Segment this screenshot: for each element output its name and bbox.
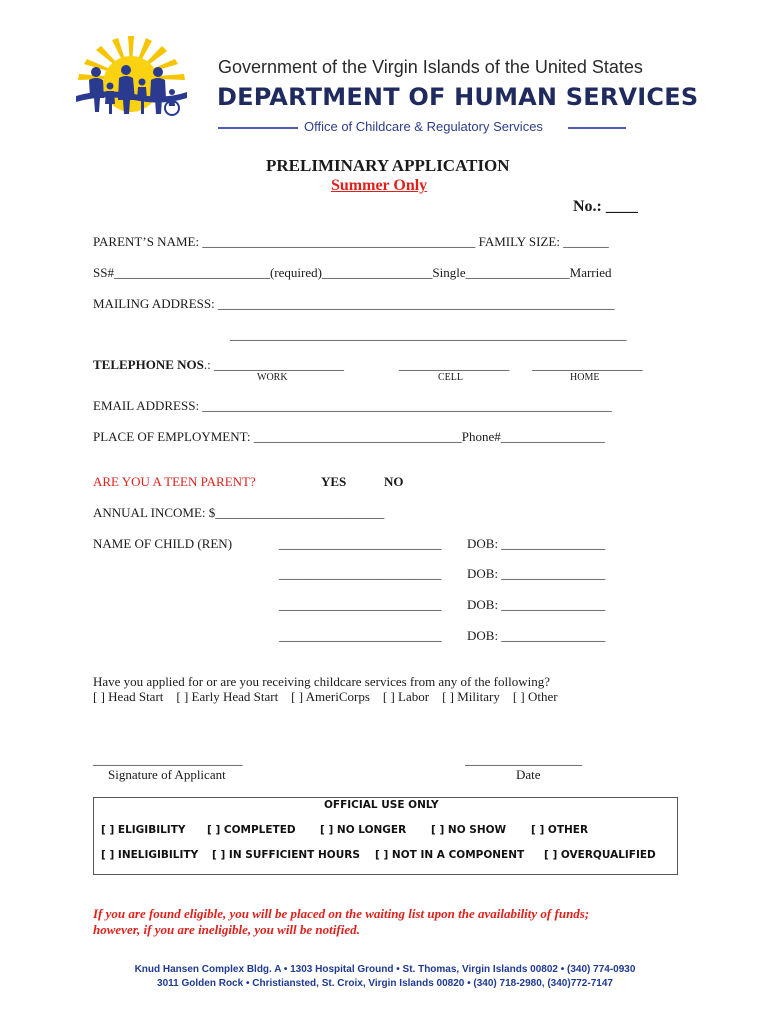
annual-income-field[interactable]: ANNUAL INCOME: $__________________________ bbox=[93, 505, 385, 520]
telephone-home-line[interactable]: _________________ bbox=[532, 357, 643, 372]
form-number-field[interactable]: No.: ____ bbox=[573, 198, 638, 215]
form-title: PRELIMINARY APPLICATION bbox=[266, 156, 510, 175]
official-use-box bbox=[93, 797, 678, 875]
telephone-cell-line[interactable]: _________________ bbox=[399, 357, 510, 372]
header-government: Government of the Virgin Islands of the United States bbox=[218, 57, 643, 77]
check-no-longer[interactable]: [ ] NO LONGER bbox=[320, 824, 407, 836]
child-dob-field[interactable]: DOB: ________________ bbox=[467, 566, 606, 581]
employment-field[interactable]: PLACE OF EMPLOYMENT: ________________________________Phone#________________ bbox=[93, 429, 605, 444]
footer-address-st-croix: 3011 Golden Rock • Christiansted, St. Croix, Virgin Islands 00820 • (340) 718-2980, (340)772-7147 bbox=[157, 978, 613, 989]
footer-address-st-thomas: Knud Hansen Complex Bldg. A • 1303 Hospital Ground • St. Thomas, Virgin Islands 00802 • (340) 774-0930 bbox=[134, 964, 636, 975]
signature-line[interactable]: _______________________ bbox=[93, 752, 243, 767]
work-label: WORK bbox=[257, 372, 288, 383]
home-label: HOME bbox=[570, 372, 600, 383]
services-question: Have you applied for or are you receiving childcare services from any of the following? bbox=[93, 674, 550, 689]
telephone-work-line[interactable]: .: ____________________ bbox=[203, 357, 345, 372]
check-eligibility[interactable]: [ ] ELIGIBILITY bbox=[101, 824, 186, 836]
mailing-address-line-2[interactable]: _____________________________________________________________ bbox=[230, 327, 627, 342]
telephone-label: TELEPHONE NOS bbox=[93, 357, 204, 372]
teen-yes-option[interactable]: YES bbox=[321, 474, 347, 489]
sun-family-logo-icon bbox=[74, 34, 189, 120]
parent-name-field[interactable]: PARENT’S NAME: __________________________________________ FAMILY SIZE: _______ bbox=[93, 234, 609, 249]
child-names-label: NAME OF CHILD (REN) bbox=[93, 536, 233, 551]
check-insufficient-hours[interactable]: [ ] IN SUFFICIENT HOURS bbox=[212, 849, 360, 861]
email-field[interactable]: EMAIL ADDRESS: _______________________________________________________________ bbox=[93, 398, 612, 413]
date-label: Date bbox=[516, 767, 541, 782]
cell-label: CELL bbox=[438, 372, 463, 383]
child-name-line[interactable]: _________________________ bbox=[279, 597, 442, 612]
mailing-address-field[interactable]: MAILING ADDRESS: _____________________________________________________________ bbox=[93, 296, 615, 311]
eligibility-notice-line-2: however, if you are ineligible, you will be notified. bbox=[93, 922, 360, 937]
child-name-line[interactable]: _________________________ bbox=[279, 566, 442, 581]
telephone-field[interactable] bbox=[93, 357, 344, 373]
check-not-in-component[interactable]: [ ] NOT IN A COMPONENT bbox=[375, 849, 525, 861]
header-department: DEPARTMENT OF HUMAN SERVICES bbox=[217, 83, 699, 111]
child-dob-field[interactable]: DOB: ________________ bbox=[467, 628, 606, 643]
check-other[interactable]: [ ] OTHER bbox=[531, 824, 589, 836]
ss-field[interactable]: SS#________________________(required)_________________Single________________Married bbox=[93, 265, 612, 280]
header-rule-left bbox=[218, 127, 298, 129]
services-checkboxes[interactable]: [ ] Head Start [ ] Early Head Start [ ] AmeriCorps [ ] Labor [ ] Military [ ] Other bbox=[93, 689, 558, 704]
form-subtitle: Summer Only bbox=[331, 177, 428, 194]
signature-label: Signature of Applicant bbox=[108, 767, 226, 782]
check-completed[interactable]: [ ] COMPLETED bbox=[207, 824, 296, 836]
child-name-line[interactable]: _________________________ bbox=[279, 536, 442, 551]
teen-parent-question: ARE YOU A TEEN PARENT? bbox=[93, 474, 256, 489]
check-overqualified[interactable]: [ ] OVERQUALIFIED bbox=[544, 849, 656, 861]
eligibility-notice-line-1: If you are found eligible, you will be placed on the waiting list upon the availability of funds; bbox=[93, 906, 590, 921]
header-office: Office of Childcare & Regulatory Services bbox=[304, 119, 543, 134]
child-name-line[interactable]: _________________________ bbox=[279, 628, 442, 643]
header-rule-right bbox=[568, 127, 626, 129]
date-line[interactable]: __________________ bbox=[465, 752, 582, 767]
check-no-show[interactable]: [ ] NO SHOW bbox=[431, 824, 507, 836]
teen-no-option[interactable]: NO bbox=[384, 474, 404, 489]
check-ineligibility[interactable]: [ ] INELIGIBILITY bbox=[101, 849, 199, 861]
official-use-title: OFFICIAL USE ONLY bbox=[324, 799, 439, 811]
child-dob-field[interactable]: DOB: ________________ bbox=[467, 597, 606, 612]
child-dob-field[interactable]: DOB: ________________ bbox=[467, 536, 606, 551]
